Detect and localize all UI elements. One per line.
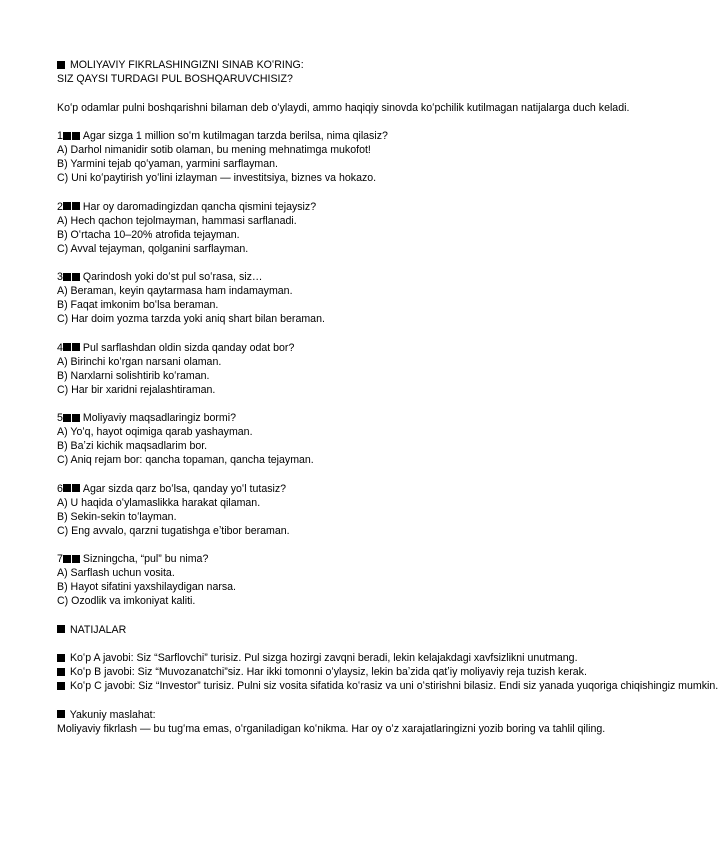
- answer-option: C) Uni koʻpaytirish yoʻlini izlayman — investitsiya, biznes va hokazo.: [57, 172, 377, 184]
- question-number: 5: [57, 412, 63, 424]
- answer-option: A) Hech qachon tejolmayman, hammasi sarflanadi.: [57, 214, 297, 227]
- question-text: [57, 200, 596, 214]
- answer-option: A) Birinchi koʻrgan narsani olaman.: [57, 355, 222, 368]
- question-block: [57, 200, 596, 271]
- square-bullet-icon: [57, 668, 65, 676]
- answer-option: C) Har doim yozma tarzda yoki aniq shart bilan beraman.: [57, 313, 325, 325]
- answer-option: A) Beraman, keyin qaytarmasa ham indamayman.: [57, 285, 293, 297]
- title-line-2: SIZ QAYSI TURDAGI PUL BOSHQARUVCHISIZ?: [57, 73, 293, 85]
- question-list: [57, 129, 596, 623]
- question-number: 2: [57, 200, 63, 213]
- document-page: [57, 58, 718, 736]
- answer-option: B) Sekin-sekin toʻlayman.: [57, 510, 177, 523]
- question-text: [57, 270, 596, 284]
- answer-option: C) Avval tejayman, qolganini sarflayman.: [57, 242, 249, 255]
- answer-option: A) Darhol nimanidir sotib olaman, bu mening mehnatimga mukofot!: [57, 144, 371, 156]
- double-square-icon: [63, 555, 80, 563]
- question-number: 4: [57, 341, 63, 354]
- answer-option: A) Sarflash uchun vosita.: [57, 567, 175, 579]
- question-text: [57, 411, 596, 425]
- square-bullet-icon: [57, 625, 65, 633]
- double-square-icon: [63, 484, 80, 492]
- double-square-icon: [63, 132, 80, 140]
- question-number: 1: [57, 130, 63, 142]
- question-block: [57, 411, 596, 482]
- question-block: [57, 341, 596, 412]
- answer-option: B) Faqat imkonim boʻlsa beraman.: [57, 299, 219, 311]
- square-bullet-icon: [57, 710, 65, 718]
- question-label: Qarindosh yoki doʻst pul soʻrasa, siz…: [82, 271, 263, 283]
- question-label: Moliyaviy maqsadlaringiz bormi?: [82, 412, 236, 424]
- question-label: Sizningcha, “pul” bu nima?: [82, 553, 209, 565]
- answer-option: C) Aniq rejam bor: qancha topaman, qancha tejayman.: [57, 454, 314, 466]
- question-block: [57, 552, 596, 623]
- question-text: [57, 552, 596, 566]
- answer-option: B) Yarmini tejab qoʻyaman, yarmini sarflayman.: [57, 158, 278, 170]
- answer-option: B) Oʻrtacha 10–20% atrofida tejayman.: [57, 228, 240, 241]
- question-text: [57, 482, 596, 496]
- question-block: [57, 129, 596, 200]
- answer-option: C) Har bir xaridni rejalashtiraman.: [57, 383, 216, 396]
- question-label: Agar sizga 1 million soʻm kutilmagan tarzda berilsa, nima qilasiz?: [82, 130, 388, 142]
- result-item-c: Koʻp C javobi: Siz “Investor” turisiz. Pulni siz vosita sifatida koʻrasiz va uni oʻstirishni bilasiz. Endi siz yanada yuqoriga chiqishingiz mumkin.: [57, 679, 596, 693]
- question-number: 3: [57, 271, 63, 283]
- answer-option: B) Narxlarni solishtirib koʻraman.: [57, 369, 210, 382]
- answer-option: C) Eng avvalo, qarzni tugatishga eʼtibor beraman.: [57, 524, 290, 537]
- question-label: Pul sarflashdan oldin sizda qanday odat bor?: [82, 341, 295, 354]
- answer-option: A) U haqida oʻylamaslikka harakat qilaman.: [57, 496, 261, 509]
- question-block: [57, 270, 596, 341]
- answer-option: A) Yoʻq, hayot oqimiga qarab yashayman.: [57, 426, 253, 438]
- square-bullet-icon: [57, 654, 65, 662]
- double-square-icon: [63, 273, 80, 281]
- answer-option: B) Hayot sifatini yaxshilaydigan narsa.: [57, 581, 237, 593]
- title-line-1: MOLIYAVIY FIKRLASHINGIZNI SINAB KOʻRING:: [57, 58, 596, 72]
- advice-text: Moliyaviy fikrlash — bu tugʻma emas, oʻrganiladigan koʻnikma. Har oy oʻz xarajatlaringizni yozib boring va tahlil qiling.: [57, 722, 606, 735]
- square-bullet-icon: [57, 61, 65, 69]
- question-block: [57, 482, 596, 553]
- question-label: Agar sizda qarz boʻlsa, qanday yoʻl tutasiz?: [82, 482, 287, 495]
- advice-heading: Yakuniy maslahat:: [57, 708, 596, 722]
- answer-option: C) Ozodlik va imkoniyat kaliti.: [57, 595, 196, 607]
- question-text: [57, 129, 596, 143]
- double-square-icon: [63, 202, 80, 210]
- result-item-a: Koʻp A javobi: Siz “Sarflovchi” turisiz. Pul sizga hozirgi zavqni beradi, lekin kelajakdagi xavfsizlikni unutmang.: [57, 651, 596, 665]
- intro-paragraph: Koʻp odamlar pulni boshqarishni bilaman deb oʻylaydi, ammo haqiqiy sinovda koʻpchilik kutilmagan natijalarga duch keladi.: [57, 101, 630, 114]
- result-item-b: Koʻp B javobi: Siz “Muvozanatchi”siz. Har ikki tomonni oʻylaysiz, lekin baʼzida qatʼiy moliyaviy reja tuzish kerak.: [57, 665, 596, 679]
- question-number: 7: [57, 553, 63, 565]
- question-number: 6: [57, 482, 63, 495]
- question-text: [57, 341, 596, 355]
- double-square-icon: [63, 343, 80, 351]
- question-label: Har oy daromadingizdan qancha qismini tejaysiz?: [82, 200, 317, 213]
- square-bullet-icon: [57, 682, 65, 690]
- double-square-icon: [63, 414, 80, 422]
- results-heading: NATIJALAR: [57, 623, 596, 637]
- answer-option: B) Baʼzi kichik maqsadlarim bor.: [57, 440, 208, 452]
